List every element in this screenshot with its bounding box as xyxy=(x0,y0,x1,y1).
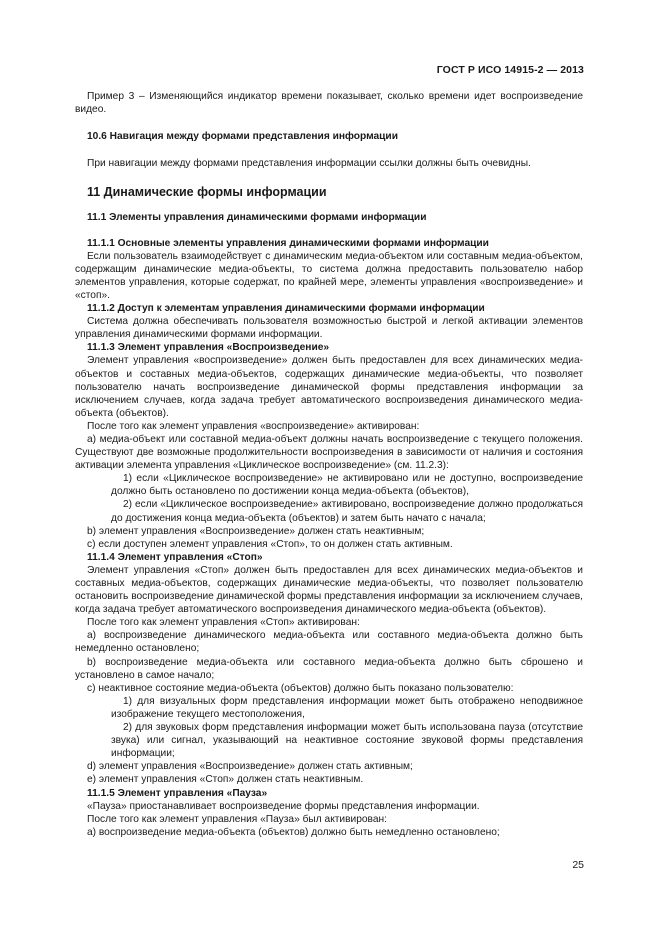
paragraph: Если пользователь взаимодействует с динамическим медиа-объектом или составным медиа-объектом, содержащим динамические медиа-объекты, то система должна предоставить пользователю набор элементов управления, которые содержат, по крайней мере, элементы управления «воспроизведение» и «стоп». xyxy=(75,250,583,301)
sub-list-item: 2) для звуковых форм представления информации может быть использована пауза (отсутствие звука) или сигнал, указывающий на неактивное состояние звуковой формы представления информации; xyxy=(111,722,583,760)
paragraph: Элемент управления «воспроизведение» должен быть предоставлен для всех динамических медиа-объектов и составных медиа-объектов, содержащих динамические медиа-объекты, что позволяет пользователю начать воспроизведение динамической формы представления информации за исключением случаев, когда задача требует автоматического воспроизведения динамического медиа-объекта (объектов). xyxy=(75,355,583,419)
heading-11-1-2: 11.1.2 Доступ к элементам управления динамическими формами информации xyxy=(87,303,485,315)
list-item: b) воспроизведение медиа-объекта или составного медиа-объекта должно быть сброшено и установлено в самое начало; xyxy=(75,656,583,681)
document-body xyxy=(75,90,583,839)
heading-11: 11 Динамические формы информации xyxy=(87,185,327,200)
standard-header: ГОСТ Р ИСО 14915-2 — 2013 xyxy=(436,64,584,76)
sub-list-item: 1) если «Циклическое воспроизведение» не активировано или не доступно, воспроизведение должно быть остановлено по достижении конца медиа-объекта (объектов), xyxy=(111,473,583,498)
paragraph: После того как элемент управления «воспроизведение» активирован: xyxy=(87,420,420,432)
list-item: a) воспроизведение медиа-объекта (объектов) должно быть немедленно остановлено; xyxy=(87,826,500,838)
heading-11-1: 11.1 Элементы управления динамическими формами информации xyxy=(87,212,427,224)
paragraph: Система должна обеспечивать пользователя возможностью быстрой и легкой активации элементов управления динамическими формами информации. xyxy=(75,316,583,341)
list-item: c) если доступен элемент управления «Стоп», то он должен стать активным. xyxy=(87,538,453,550)
list-item: a) воспроизведение динамического медиа-объекта или составного медиа-объекта должно быть немедленно остановлено; xyxy=(75,630,583,655)
page-number: 25 xyxy=(572,859,584,871)
heading-11-1-4: 11.1.4 Элемент управления «Стоп» xyxy=(87,551,263,563)
sub-list-item: 1) для визуальных форм представления информации может быть отображено неподвижное изображение текущего местоположения, xyxy=(111,695,583,720)
paragraph: При навигации между формами представления информации ссылки должны быть очевидны. xyxy=(87,158,531,170)
list-item: c) неактивное состояние медиа-объекта (объектов) должно быть показано пользователю: xyxy=(87,682,514,694)
paragraph: Элемент управления «Стоп» должен быть предоставлен для всех динамических медиа-объектов и составных медиа-объектов, содержащих динамические медиа-объекты, что позволяет пользователю остановить воспроизведение динамической формы представления информации за исключением случаев, когда задача требует автоматического воспроизведения динамического медиа-объекта (объектов). xyxy=(75,564,583,616)
list-item: d) элемент управления «Воспроизведение» должен стать активным; xyxy=(87,761,413,773)
heading-11-1-1: 11.1.1 Основные элементы управления динамическими формами информации xyxy=(87,237,489,249)
paragraph: После того как элемент управления «Пауза» был активирован: xyxy=(87,813,387,825)
heading-11-1-3: 11.1.3 Элемент управления «Воспроизведение» xyxy=(87,342,330,354)
list-item: b) элемент управления «Воспроизведение» должен стать неактивным; xyxy=(87,525,425,537)
paragraph: «Пауза» приостанавливает воспроизведение формы представления информации. xyxy=(87,800,480,812)
heading-10-6: 10.6 Навигация между формами представления информации xyxy=(87,131,398,143)
list-item: e) элемент управления «Стоп» должен стать неактивным. xyxy=(87,774,364,786)
paragraph: После того как элемент управления «Стоп» активирован: xyxy=(87,617,360,629)
sub-list-item: 2) если «Циклическое воспроизведение» активировано, воспроизведение должно продолжаться до достижения конца медиа-объекта (объектов) и затем быть начато с начала; xyxy=(111,499,583,524)
list-item: a) медиа-объект или составной медиа-объект должны начать воспроизведение с текущего положения. Существуют две возможные продолжительности воспроизведения в зависимости от наличия и состояния активации элемента управления «Циклическое воспроизведение» (см. 11.2.3): xyxy=(75,433,583,472)
heading-11-1-5: 11.1.5 Элемент управления «Пауза» xyxy=(87,787,268,799)
example-paragraph: Пример 3 – Изменяющийся индикатор времени показывает, сколько времени идет воспроизведение видео. xyxy=(75,91,583,116)
